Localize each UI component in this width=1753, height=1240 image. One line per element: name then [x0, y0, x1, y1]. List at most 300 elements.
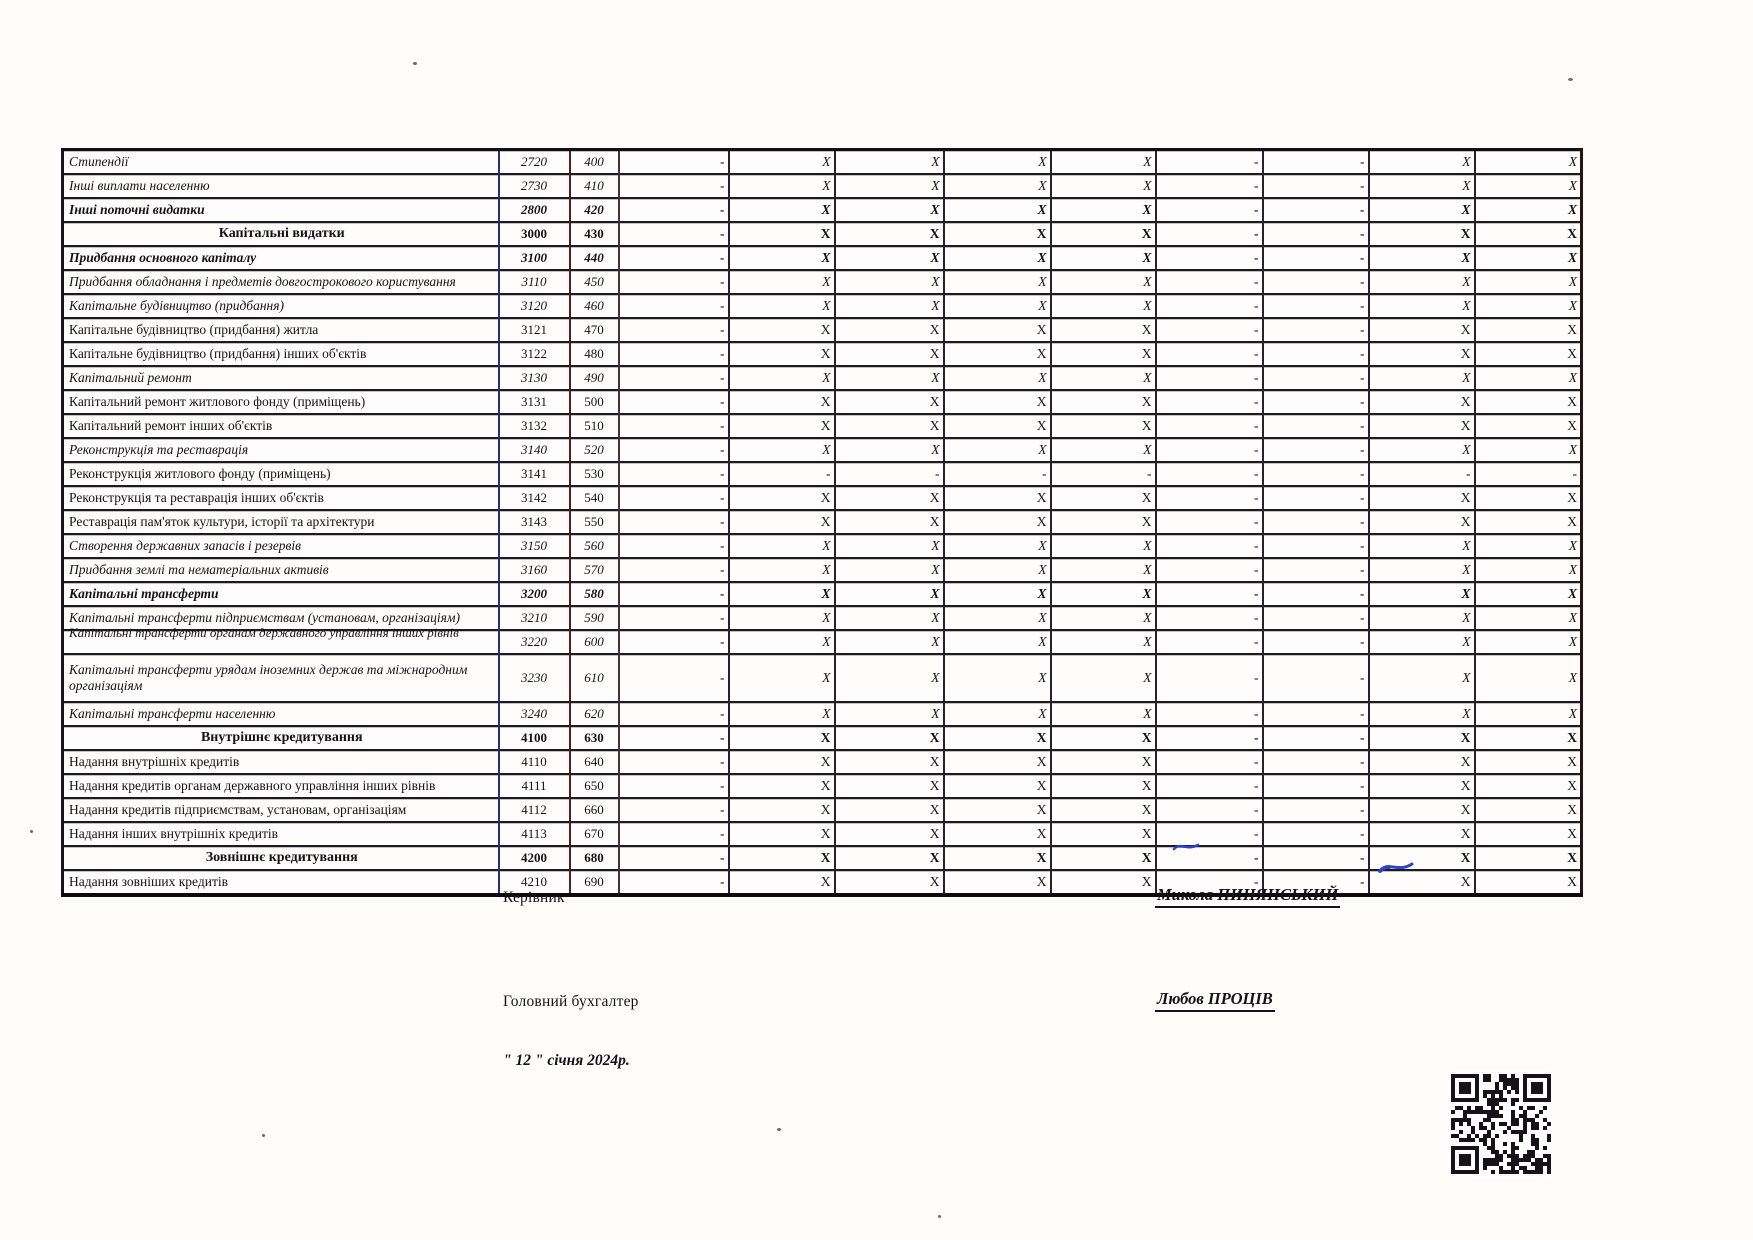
value-cell: X [729, 198, 835, 222]
row-name-cell [63, 486, 499, 510]
value-cell: - [1263, 150, 1369, 175]
row-code-cell: 4110 [499, 750, 570, 774]
value-cell: X [1369, 198, 1475, 222]
value-cell: X [944, 846, 1051, 870]
value-cell: X [1475, 822, 1582, 846]
value-cell: X [1369, 558, 1475, 582]
row-name-cell [63, 774, 499, 798]
row-line-cell: 450 [570, 270, 619, 294]
row-name-cell [63, 702, 499, 726]
value-cell: X [944, 150, 1051, 175]
table-row [63, 318, 1582, 342]
value-cell: X [835, 342, 944, 366]
row-name: Капітальний ремонт [69, 369, 192, 385]
row-line-cell: 410 [570, 174, 619, 198]
row-line-cell: 610 [570, 654, 619, 702]
scan-speck [262, 1134, 265, 1137]
row-line-cell: 510 [570, 414, 619, 438]
row-code-cell: 3100 [499, 246, 570, 270]
value-cell: X [729, 366, 835, 390]
row-name: Капітальне будівництво (придбання) [69, 297, 285, 313]
value-cell: X [835, 174, 944, 198]
value-cell: - [1263, 486, 1369, 510]
value-cell: X [729, 390, 835, 414]
value-cell: X [729, 750, 835, 774]
row-name: Інші поточні видатки [69, 201, 205, 217]
value-cell: X [1051, 774, 1156, 798]
value-cell: X [1475, 270, 1582, 294]
row-name-cell [63, 726, 499, 750]
value-cell: X [835, 246, 944, 270]
value-cell: - [1263, 510, 1369, 534]
row-code-cell: 3131 [499, 390, 570, 414]
value-cell: X [944, 534, 1051, 558]
value-cell: - [1156, 870, 1263, 895]
value-cell: - [619, 750, 729, 774]
value-cell: X [1369, 174, 1475, 198]
value-cell: - [1156, 438, 1263, 462]
value-cell: - [619, 630, 729, 654]
value-cell: X [729, 774, 835, 798]
value-cell: - [619, 414, 729, 438]
value-cell: X [1475, 846, 1582, 870]
value-cell: X [944, 654, 1051, 702]
value-cell: X [1051, 726, 1156, 750]
row-name: Капітальні трансферти урядам іноземних держав та міжнародним організаціям [69, 662, 468, 693]
value-cell: X [1475, 750, 1582, 774]
row-line-cell: 570 [570, 558, 619, 582]
budget-table-body [63, 150, 1582, 896]
value-cell: - [1263, 750, 1369, 774]
row-name: Реставрація пам'яток культури, історії та архітектури [69, 513, 375, 529]
value-cell: X [1369, 750, 1475, 774]
scan-speck [1568, 78, 1573, 81]
row-name-cell [63, 414, 499, 438]
value-cell: X [1369, 222, 1475, 246]
value-cell: X [1475, 294, 1582, 318]
row-name-cell [63, 654, 499, 702]
value-cell: X [1475, 582, 1582, 606]
value-cell: - [619, 150, 729, 175]
row-name-cell [63, 174, 499, 198]
value-cell: X [729, 606, 835, 630]
table-row [63, 702, 1582, 726]
row-code-cell: 3110 [499, 270, 570, 294]
value-cell: X [1369, 702, 1475, 726]
value-cell: X [729, 150, 835, 175]
value-cell: X [944, 198, 1051, 222]
value-cell: X [1475, 198, 1582, 222]
row-name: Капітальний ремонт інших об'єктів [69, 417, 273, 433]
value-cell: - [1263, 798, 1369, 822]
value-cell: - [1156, 462, 1263, 486]
row-code-cell: 3130 [499, 366, 570, 390]
table-row [63, 462, 1582, 486]
value-cell: X [835, 558, 944, 582]
value-cell: X [1475, 702, 1582, 726]
value-cell: - [1263, 606, 1369, 630]
value-cell: - [619, 846, 729, 870]
value-cell: X [944, 246, 1051, 270]
row-code-cell: 4113 [499, 822, 570, 846]
row-code-cell: 3000 [499, 222, 570, 246]
value-cell: - [1156, 390, 1263, 414]
table-row [63, 486, 1582, 510]
row-code-cell: 4112 [499, 798, 570, 822]
value-cell: X [944, 606, 1051, 630]
budget-table [61, 148, 1583, 897]
value-cell: - [1156, 342, 1263, 366]
value-cell: X [835, 222, 944, 246]
value-cell: - [1156, 150, 1263, 175]
scan-speck [938, 1215, 941, 1218]
value-cell: - [619, 270, 729, 294]
value-cell: - [619, 702, 729, 726]
row-name: Стипендії [69, 153, 129, 169]
table-row [63, 750, 1582, 774]
value-cell: - [1263, 174, 1369, 198]
document-date: " 12 " січня 2024р. [503, 1052, 630, 1069]
value-cell: - [1263, 414, 1369, 438]
value-cell: X [1475, 222, 1582, 246]
value-cell: X [1475, 798, 1582, 822]
value-cell: X [729, 630, 835, 654]
value-cell: X [944, 438, 1051, 462]
value-cell: - [619, 726, 729, 750]
value-cell: - [944, 462, 1051, 486]
value-cell: X [1475, 558, 1582, 582]
value-cell: X [729, 870, 835, 895]
row-name: Капітальне будівництво (придбання) інших об'єктів [69, 345, 367, 361]
value-cell: X [944, 774, 1051, 798]
value-cell: - [1475, 462, 1582, 486]
row-line-cell: 630 [570, 726, 619, 750]
value-cell: X [944, 318, 1051, 342]
value-cell: X [835, 390, 944, 414]
value-cell: - [619, 342, 729, 366]
row-name-cell [63, 270, 499, 294]
row-code-cell: 3122 [499, 342, 570, 366]
row-name: Внутрішнє кредитування [200, 729, 363, 745]
value-cell: X [1475, 390, 1582, 414]
value-cell: X [1369, 654, 1475, 702]
row-line-cell: 680 [570, 846, 619, 870]
row-code-cell: 2720 [499, 150, 570, 175]
value-cell: X [944, 798, 1051, 822]
value-cell: X [1369, 414, 1475, 438]
value-cell: X [729, 798, 835, 822]
value-cell: X [1475, 318, 1582, 342]
value-cell: - [1263, 726, 1369, 750]
value-cell: X [729, 174, 835, 198]
value-cell: X [835, 822, 944, 846]
row-code-cell: 3240 [499, 702, 570, 726]
value-cell: - [1156, 534, 1263, 558]
value-cell: - [1156, 246, 1263, 270]
row-code-cell: 3142 [499, 486, 570, 510]
table-row [63, 390, 1582, 414]
value-cell: - [1263, 774, 1369, 798]
row-line-cell: 420 [570, 198, 619, 222]
value-cell: - [619, 798, 729, 822]
value-cell: - [1263, 198, 1369, 222]
table-row [63, 558, 1582, 582]
value-cell: - [1156, 702, 1263, 726]
row-line-cell: 480 [570, 342, 619, 366]
value-cell: - [1156, 582, 1263, 606]
value-cell: - [1156, 846, 1263, 870]
row-code-cell: 3132 [499, 414, 570, 438]
table-row [63, 846, 1582, 870]
value-cell: X [729, 510, 835, 534]
value-cell: - [1369, 462, 1475, 486]
row-name: Капітальний ремонт житлового фонду (приміщень) [69, 393, 366, 409]
value-cell: X [944, 582, 1051, 606]
row-line-cell: 540 [570, 486, 619, 510]
row-name: Придбання основного капіталу [69, 249, 257, 265]
value-cell: X [1475, 366, 1582, 390]
row-name: Створення державних запасів і резервів [69, 537, 302, 553]
row-code-cell: 3210 [499, 606, 570, 630]
value-cell: X [1051, 438, 1156, 462]
value-cell: X [1475, 870, 1582, 895]
value-cell: - [619, 174, 729, 198]
row-name-cell [63, 582, 499, 606]
value-cell: X [1369, 246, 1475, 270]
value-cell: X [835, 318, 944, 342]
row-line-cell: 560 [570, 534, 619, 558]
value-cell: X [1369, 486, 1475, 510]
value-cell: X [1475, 486, 1582, 510]
value-cell: X [1051, 318, 1156, 342]
row-line-cell: 670 [570, 822, 619, 846]
row-line-cell: 690 [570, 870, 619, 895]
value-cell: X [1051, 654, 1156, 702]
row-code-cell: 4100 [499, 726, 570, 750]
row-name-cell [63, 462, 499, 486]
value-cell: X [944, 486, 1051, 510]
value-cell: X [1051, 270, 1156, 294]
row-line-cell: 490 [570, 366, 619, 390]
value-cell: X [835, 774, 944, 798]
value-cell: - [1051, 462, 1156, 486]
row-code-cell: 3120 [499, 294, 570, 318]
row-name: Придбання обладнання і предметів довгострокового користування [69, 273, 456, 289]
value-cell: X [1369, 294, 1475, 318]
value-cell: - [1263, 846, 1369, 870]
value-cell: X [1051, 750, 1156, 774]
row-code-cell: 4111 [499, 774, 570, 798]
value-cell: - [619, 366, 729, 390]
table-row [63, 174, 1582, 198]
value-cell: X [1369, 366, 1475, 390]
value-cell: X [944, 510, 1051, 534]
value-cell: - [619, 462, 729, 486]
value-cell: X [835, 630, 944, 654]
value-cell: - [1156, 558, 1263, 582]
value-cell: - [1263, 318, 1369, 342]
value-cell: - [1156, 414, 1263, 438]
value-cell: - [1263, 366, 1369, 390]
value-cell: X [1051, 558, 1156, 582]
table-row [63, 822, 1582, 846]
value-cell: X [729, 438, 835, 462]
table-row [63, 366, 1582, 390]
value-cell: X [729, 654, 835, 702]
value-cell: X [1051, 414, 1156, 438]
row-line-cell: 660 [570, 798, 619, 822]
value-cell: - [619, 774, 729, 798]
value-cell: - [1263, 246, 1369, 270]
value-cell: - [1263, 462, 1369, 486]
value-cell: X [944, 390, 1051, 414]
value-cell: X [729, 414, 835, 438]
value-cell: X [729, 702, 835, 726]
value-cell: X [1051, 606, 1156, 630]
row-code-cell: 2800 [499, 198, 570, 222]
value-cell: - [619, 222, 729, 246]
value-cell: - [1156, 366, 1263, 390]
row-name: Зовнішнє кредитування [205, 849, 358, 865]
value-cell: X [835, 198, 944, 222]
row-line-cell: 640 [570, 750, 619, 774]
value-cell: - [1156, 630, 1263, 654]
value-cell: X [729, 318, 835, 342]
row-line-cell: 520 [570, 438, 619, 462]
row-name: Надання кредитів органам державного управління інших рівнів [69, 777, 436, 793]
value-cell: X [944, 726, 1051, 750]
row-name-cell [63, 294, 499, 318]
row-name: Капітальне будівництво (придбання) житла [69, 321, 319, 337]
row-name: Надання внутрішніх кредитів [69, 753, 240, 769]
row-code-cell: 4200 [499, 846, 570, 870]
value-cell: X [729, 822, 835, 846]
value-cell: X [835, 510, 944, 534]
table-row [63, 534, 1582, 558]
value-cell: - [1156, 654, 1263, 702]
value-cell: X [944, 630, 1051, 654]
value-cell: X [835, 870, 944, 895]
row-name: Капітальні трансферти підприємствам (установам, організаціям) [69, 609, 461, 625]
value-cell: - [1156, 774, 1263, 798]
value-cell: X [944, 558, 1051, 582]
value-cell: - [729, 462, 835, 486]
value-cell: X [944, 174, 1051, 198]
row-name: Надання інших внутрішніх кредитів [69, 825, 279, 841]
value-cell: X [944, 270, 1051, 294]
value-cell: X [1369, 534, 1475, 558]
value-cell: X [1051, 246, 1156, 270]
value-cell: X [835, 414, 944, 438]
row-name-cell [63, 625, 499, 654]
value-cell: X [729, 222, 835, 246]
value-cell: X [835, 606, 944, 630]
value-cell: X [729, 846, 835, 870]
value-cell: X [1475, 342, 1582, 366]
value-cell: X [1475, 534, 1582, 558]
scan-speck [30, 830, 33, 833]
value-cell: - [619, 198, 729, 222]
value-cell: X [1051, 582, 1156, 606]
value-cell: - [1156, 750, 1263, 774]
value-cell: X [1475, 726, 1582, 750]
value-cell: X [944, 366, 1051, 390]
value-cell: X [944, 750, 1051, 774]
row-name: Капітальні трансферти [69, 585, 219, 601]
value-cell: - [619, 654, 729, 702]
value-cell: X [835, 702, 944, 726]
value-cell: - [1263, 294, 1369, 318]
value-cell: - [1263, 870, 1369, 895]
row-name: Реконструкція житлового фонду (приміщень) [69, 465, 331, 481]
value-cell: X [1051, 222, 1156, 246]
row-name: Капітальні трансферти населенню [69, 705, 276, 721]
value-cell: - [1263, 270, 1369, 294]
table-row [63, 630, 1582, 654]
value-cell: X [1051, 870, 1156, 895]
value-cell: X [1051, 342, 1156, 366]
row-code-cell: 3160 [499, 558, 570, 582]
value-cell: X [835, 750, 944, 774]
value-cell: - [1263, 822, 1369, 846]
value-cell: X [729, 342, 835, 366]
value-cell: X [1051, 150, 1156, 175]
value-cell: X [1369, 438, 1475, 462]
value-cell: X [944, 870, 1051, 895]
row-code-cell: 3121 [499, 318, 570, 342]
row-line-cell: 500 [570, 390, 619, 414]
value-cell: X [835, 438, 944, 462]
value-cell: X [1475, 150, 1582, 175]
value-cell: - [619, 246, 729, 270]
value-cell: X [1369, 390, 1475, 414]
value-cell: - [1156, 270, 1263, 294]
table-row [63, 774, 1582, 798]
director-signature-name: Микола ПИНЯНСЬКИЙ [1155, 885, 1340, 908]
value-cell: X [1051, 294, 1156, 318]
row-name: Надання зовніших кредитів [69, 873, 228, 889]
row-name: Реконструкція та реставрація інших об'єктів [69, 489, 324, 505]
row-name-cell [63, 750, 499, 774]
value-cell: - [1156, 486, 1263, 510]
table-row [63, 438, 1582, 462]
value-cell: X [1369, 582, 1475, 606]
value-cell: - [619, 534, 729, 558]
table-row [63, 270, 1582, 294]
value-cell: X [944, 294, 1051, 318]
value-cell: X [944, 822, 1051, 846]
row-code-cell: 2730 [499, 174, 570, 198]
value-cell: X [1051, 630, 1156, 654]
value-cell: X [1051, 390, 1156, 414]
value-cell: X [835, 582, 944, 606]
table-row [63, 222, 1582, 246]
value-cell: X [944, 702, 1051, 726]
row-name: Капітальні трансферти органам державного управління інших рівнів [69, 625, 459, 640]
value-cell: - [1156, 318, 1263, 342]
row-name-cell [63, 318, 499, 342]
table-row [63, 414, 1582, 438]
value-cell: X [1369, 318, 1475, 342]
value-cell: X [729, 486, 835, 510]
value-cell: X [1475, 774, 1582, 798]
value-cell: X [1475, 174, 1582, 198]
row-name-cell [63, 558, 499, 582]
value-cell: - [619, 390, 729, 414]
value-cell: X [729, 582, 835, 606]
value-cell: - [1156, 726, 1263, 750]
value-cell: X [835, 654, 944, 702]
